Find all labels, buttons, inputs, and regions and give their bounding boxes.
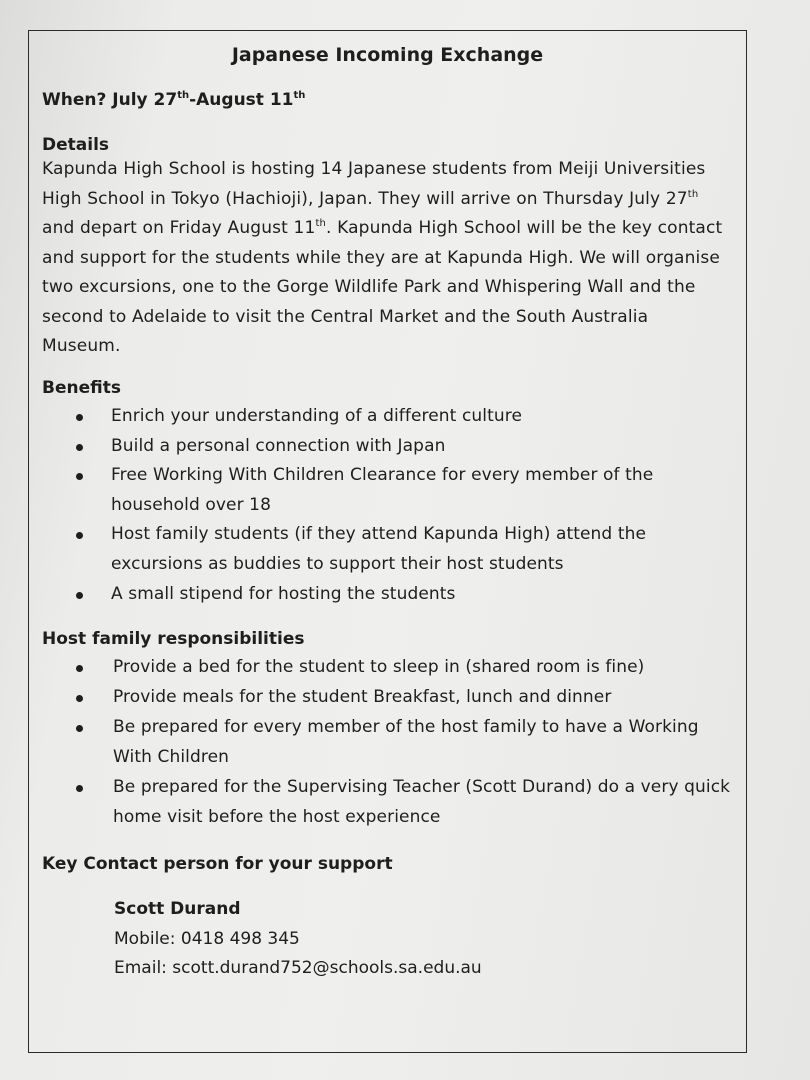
benefits-heading: Benefits: [42, 378, 121, 398]
details-line-text: and depart on Friday August 11: [42, 218, 316, 238]
details-line-text: High School in Tokyo (Hachioji), Japan. They will arrive on Thursday July 27: [42, 188, 688, 209]
responsibility-line: With Children: [113, 746, 230, 767]
responsibility-text: [113, 713, 753, 772]
benefit-line: Free Working With Children Clearance for every member of the: [111, 465, 654, 485]
when-start-ordinal: th: [177, 90, 190, 101]
contact-block: [114, 895, 482, 984]
contact-mobile: Mobile: 0418 498 345: [114, 928, 300, 949]
details-line: and support for the students while they are at Kapunda High. We will organise: [42, 247, 721, 268]
benefit-line: Build a personal connection with Japan: [111, 436, 446, 456]
benefit-line: household over 18: [111, 494, 272, 515]
details-line: Kapunda High School is hosting 14 Japanese students from Meiji Universities: [42, 159, 706, 179]
bullet-dot: [76, 592, 83, 599]
contact-heading: Key Contact person for your support: [42, 854, 393, 874]
details-line: [42, 214, 742, 244]
when-heading: [42, 86, 305, 115]
benefit-line: Enrich your understanding of a different culture: [111, 406, 522, 426]
benefit-text: [111, 402, 751, 432]
benefit-line: A small stipend for hosting the students: [111, 584, 456, 604]
responsibility-line: home visit before the host experience: [113, 806, 441, 827]
benefit-line: excursions as buddies to support their host students: [111, 553, 564, 574]
bullet-dot: [76, 444, 83, 451]
details-line: [42, 185, 742, 215]
responsibility-line: Be prepared for every member of the host family to have a Working: [113, 717, 699, 737]
when-end-ordinal: th: [293, 90, 306, 101]
bullet-dot: [76, 725, 83, 732]
contact-name: Scott Durand: [114, 899, 241, 919]
details-line: second to Adelaide to visit the Central Market and the South Australia: [42, 306, 649, 327]
responsibility-text: [113, 653, 753, 683]
responsibilities-heading: Host family responsibilities: [42, 629, 305, 649]
responsibility-text: [113, 773, 753, 832]
details-line-text: Kapunda High School will be the key contact: [337, 218, 723, 238]
details-line: Museum.: [42, 336, 121, 356]
details-ordinal: th: [687, 188, 699, 200]
bullet-dot: [76, 414, 83, 421]
responsibility-line: Be prepared for the Supervising Teacher (Scott Durand) do a very quick: [113, 777, 731, 797]
responsibility-text: [113, 683, 753, 713]
bullet-dot: [76, 532, 83, 539]
contact-email: Email: scott.durand752@schools.sa.edu.au: [114, 958, 482, 978]
benefit-line: Host family students (if they attend Kapunda High) attend the: [111, 524, 647, 544]
details-heading: Details: [42, 135, 110, 155]
responsibility-line: Provide meals for the student Breakfast, lunch and dinner: [113, 687, 612, 707]
bullet-dot: [76, 785, 83, 792]
details-line-separator: .: [326, 218, 338, 238]
bullet-dot: [76, 695, 83, 702]
benefit-text: [111, 580, 751, 610]
benefit-text: [111, 432, 751, 462]
when-end: -August 11: [189, 90, 294, 110]
details-paragraph: [42, 155, 742, 362]
benefit-text: [111, 520, 751, 579]
bullet-dot: [76, 473, 83, 480]
details-ordinal: th: [315, 218, 326, 229]
when-start: When? July 27: [42, 90, 178, 110]
bullet-dot: [76, 665, 83, 672]
details-line: two excursions, one to the Gorge Wildlife Park and Whispering Wall and the: [42, 277, 696, 297]
responsibility-line: Provide a bed for the student to sleep in (shared room is fine): [113, 657, 645, 677]
document-title: Japanese Incoming Exchange: [231, 44, 544, 66]
benefit-text: [111, 461, 751, 520]
